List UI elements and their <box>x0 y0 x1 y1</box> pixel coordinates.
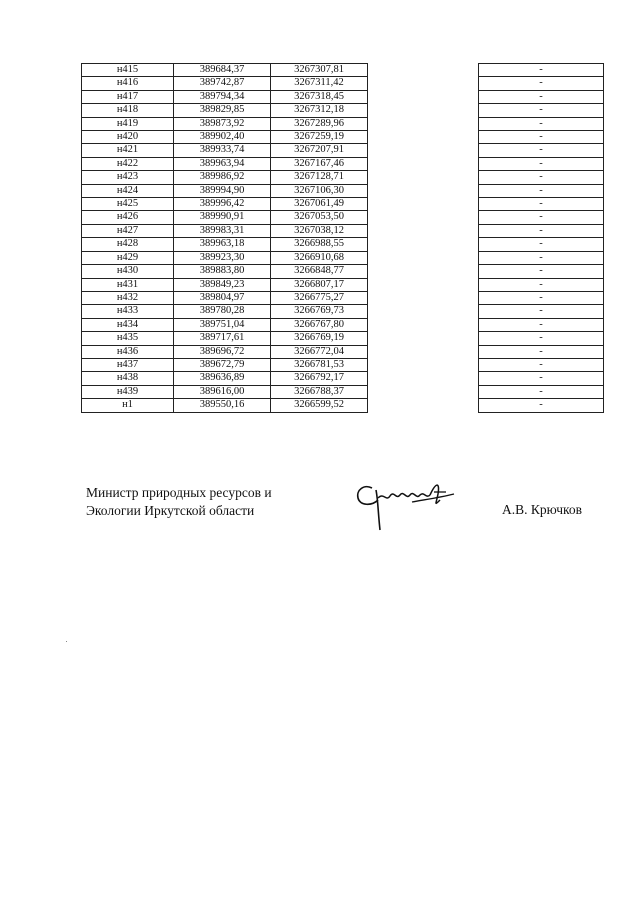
signatory-title-line-1: Министр природных ресурсов и <box>86 485 272 500</box>
y-coordinate-cell: 3266767,80 <box>271 318 368 331</box>
x-coordinate-cell: 389636,89 <box>174 372 271 385</box>
y-coordinate-cell: 3266769,19 <box>271 332 368 345</box>
table-row <box>82 64 604 77</box>
x-coordinate-cell: 389804,97 <box>174 291 271 304</box>
table-row <box>82 238 604 251</box>
point-number-cell: н428 <box>82 238 174 251</box>
table-row <box>82 90 604 103</box>
empty-cell <box>368 278 479 291</box>
empty-cell <box>368 345 479 358</box>
table-row <box>82 157 604 170</box>
point-number-cell: н426 <box>82 211 174 224</box>
empty-cell <box>368 144 479 157</box>
dash-cell: - <box>479 224 604 237</box>
y-coordinate-cell: 3267167,46 <box>271 157 368 170</box>
point-number-cell: н420 <box>82 131 174 144</box>
signatory-name: А.В. Крючков <box>502 502 582 517</box>
x-coordinate-cell: 389794,34 <box>174 90 271 103</box>
y-coordinate-cell: 3266781,53 <box>271 358 368 371</box>
table-row <box>82 104 604 117</box>
point-number-cell: н425 <box>82 198 174 211</box>
dash-cell: - <box>479 385 604 398</box>
y-coordinate-cell: 3266772,04 <box>271 345 368 358</box>
x-coordinate-cell: 389983,31 <box>174 224 271 237</box>
y-coordinate-cell: 3267259,19 <box>271 131 368 144</box>
x-coordinate-cell: 389684,37 <box>174 64 271 77</box>
empty-cell <box>368 291 479 304</box>
x-coordinate-cell: 389849,23 <box>174 278 271 291</box>
dash-cell: - <box>479 265 604 278</box>
point-number-cell: н433 <box>82 305 174 318</box>
dash-cell: - <box>479 305 604 318</box>
empty-cell <box>368 332 479 345</box>
x-coordinate-cell: 389990,91 <box>174 211 271 224</box>
dash-cell: - <box>479 144 604 157</box>
y-coordinate-cell: 3266769,73 <box>271 305 368 318</box>
dash-cell: - <box>479 358 604 371</box>
point-number-cell: н431 <box>82 278 174 291</box>
dash-cell: - <box>479 278 604 291</box>
empty-cell <box>368 184 479 197</box>
y-coordinate-cell: 3267312,18 <box>271 104 368 117</box>
table-row <box>82 305 604 318</box>
table-row <box>82 372 604 385</box>
empty-cell <box>368 157 479 170</box>
x-coordinate-cell: 389963,18 <box>174 238 271 251</box>
dash-cell: - <box>479 211 604 224</box>
empty-cell <box>368 305 479 318</box>
x-coordinate-cell: 389717,61 <box>174 332 271 345</box>
y-coordinate-cell: 3266910,68 <box>271 251 368 264</box>
y-coordinate-cell: 3267053,50 <box>271 211 368 224</box>
point-number-cell: н432 <box>82 291 174 304</box>
point-number-cell: н434 <box>82 318 174 331</box>
point-number-cell: н439 <box>82 385 174 398</box>
x-coordinate-cell: 389751,04 <box>174 318 271 331</box>
table-row <box>82 385 604 398</box>
empty-cell <box>368 385 479 398</box>
empty-cell <box>368 104 479 117</box>
table-row <box>82 198 604 211</box>
y-coordinate-cell: 3267307,81 <box>271 64 368 77</box>
y-coordinate-cell: 3267311,42 <box>271 77 368 90</box>
dash-cell: - <box>479 64 604 77</box>
y-coordinate-cell: 3266788,37 <box>271 385 368 398</box>
x-coordinate-cell: 389986,92 <box>174 171 271 184</box>
dash-cell: - <box>479 90 604 103</box>
table-row <box>82 358 604 371</box>
empty-cell <box>368 198 479 211</box>
table-row <box>82 131 604 144</box>
table-row <box>82 251 604 264</box>
point-number-cell: н430 <box>82 265 174 278</box>
dash-cell: - <box>479 399 604 412</box>
table-row <box>82 318 604 331</box>
coordinates-table <box>81 63 604 413</box>
x-coordinate-cell: 389883,80 <box>174 265 271 278</box>
table-row <box>82 399 604 412</box>
y-coordinate-cell: 3267318,45 <box>271 90 368 103</box>
empty-cell <box>368 131 479 144</box>
point-number-cell: н419 <box>82 117 174 130</box>
y-coordinate-cell: 3267289,96 <box>271 117 368 130</box>
table-row <box>82 117 604 130</box>
dash-cell: - <box>479 131 604 144</box>
x-coordinate-cell: 389963,94 <box>174 157 271 170</box>
x-coordinate-cell: 389616,00 <box>174 385 271 398</box>
x-coordinate-cell: 389923,30 <box>174 251 271 264</box>
empty-cell <box>368 318 479 331</box>
dash-cell: - <box>479 117 604 130</box>
y-coordinate-cell: 3266792,17 <box>271 372 368 385</box>
dash-cell: - <box>479 318 604 331</box>
point-number-cell: н1 <box>82 399 174 412</box>
y-coordinate-cell: 3267106,30 <box>271 184 368 197</box>
dash-cell: - <box>479 291 604 304</box>
dash-cell: - <box>479 171 604 184</box>
x-coordinate-cell: 389742,87 <box>174 77 271 90</box>
empty-cell <box>368 372 479 385</box>
point-number-cell: н436 <box>82 345 174 358</box>
point-number-cell: н435 <box>82 332 174 345</box>
point-number-cell: н437 <box>82 358 174 371</box>
table-row <box>82 291 604 304</box>
empty-cell <box>368 251 479 264</box>
x-coordinate-cell: 389696,72 <box>174 345 271 358</box>
x-coordinate-cell: 389994,90 <box>174 184 271 197</box>
y-coordinate-cell: 3266807,17 <box>271 278 368 291</box>
table-row <box>82 211 604 224</box>
scan-speck <box>66 641 67 642</box>
signatory-title-line-2: Экологии Иркутской области <box>86 503 255 518</box>
table-row <box>82 224 604 237</box>
point-number-cell: н417 <box>82 90 174 103</box>
dash-cell: - <box>479 104 604 117</box>
table-row <box>82 345 604 358</box>
empty-cell <box>368 64 479 77</box>
table-row <box>82 332 604 345</box>
point-number-cell: н421 <box>82 144 174 157</box>
empty-cell <box>368 117 479 130</box>
empty-cell <box>368 265 479 278</box>
point-number-cell: н438 <box>82 372 174 385</box>
y-coordinate-cell: 3266988,55 <box>271 238 368 251</box>
table-row <box>82 171 604 184</box>
point-number-cell: н415 <box>82 64 174 77</box>
x-coordinate-cell: 389550,16 <box>174 399 271 412</box>
empty-cell <box>368 90 479 103</box>
empty-cell <box>368 399 479 412</box>
handwritten-signature <box>350 470 460 540</box>
dash-cell: - <box>479 157 604 170</box>
table-row <box>82 278 604 291</box>
point-number-cell: н424 <box>82 184 174 197</box>
y-coordinate-cell: 3267128,71 <box>271 171 368 184</box>
table-row <box>82 144 604 157</box>
y-coordinate-cell: 3266775,27 <box>271 291 368 304</box>
table-row <box>82 265 604 278</box>
empty-cell <box>368 358 479 371</box>
table-row <box>82 184 604 197</box>
x-coordinate-cell: 389873,92 <box>174 117 271 130</box>
dash-cell: - <box>479 372 604 385</box>
point-number-cell: н416 <box>82 77 174 90</box>
dash-cell: - <box>479 238 604 251</box>
x-coordinate-cell: 389996,42 <box>174 198 271 211</box>
y-coordinate-cell: 3266848,77 <box>271 265 368 278</box>
coordinates-table-body <box>82 64 604 413</box>
x-coordinate-cell: 389780,28 <box>174 305 271 318</box>
point-number-cell: н429 <box>82 251 174 264</box>
empty-cell <box>368 211 479 224</box>
dash-cell: - <box>479 77 604 90</box>
point-number-cell: н427 <box>82 224 174 237</box>
empty-cell <box>368 77 479 90</box>
x-coordinate-cell: 389672,79 <box>174 358 271 371</box>
empty-cell <box>368 224 479 237</box>
dash-cell: - <box>479 332 604 345</box>
x-coordinate-cell: 389902,40 <box>174 131 271 144</box>
dash-cell: - <box>479 345 604 358</box>
point-number-cell: н422 <box>82 157 174 170</box>
point-number-cell: н423 <box>82 171 174 184</box>
table-row <box>82 77 604 90</box>
y-coordinate-cell: 3267207,91 <box>271 144 368 157</box>
x-coordinate-cell: 389829,85 <box>174 104 271 117</box>
empty-cell <box>368 238 479 251</box>
y-coordinate-cell: 3266599,52 <box>271 399 368 412</box>
y-coordinate-cell: 3267038,12 <box>271 224 368 237</box>
dash-cell: - <box>479 184 604 197</box>
dash-cell: - <box>479 251 604 264</box>
point-number-cell: н418 <box>82 104 174 117</box>
empty-cell <box>368 171 479 184</box>
y-coordinate-cell: 3267061,49 <box>271 198 368 211</box>
x-coordinate-cell: 389933,74 <box>174 144 271 157</box>
signatory-title <box>86 484 272 520</box>
dash-cell: - <box>479 198 604 211</box>
